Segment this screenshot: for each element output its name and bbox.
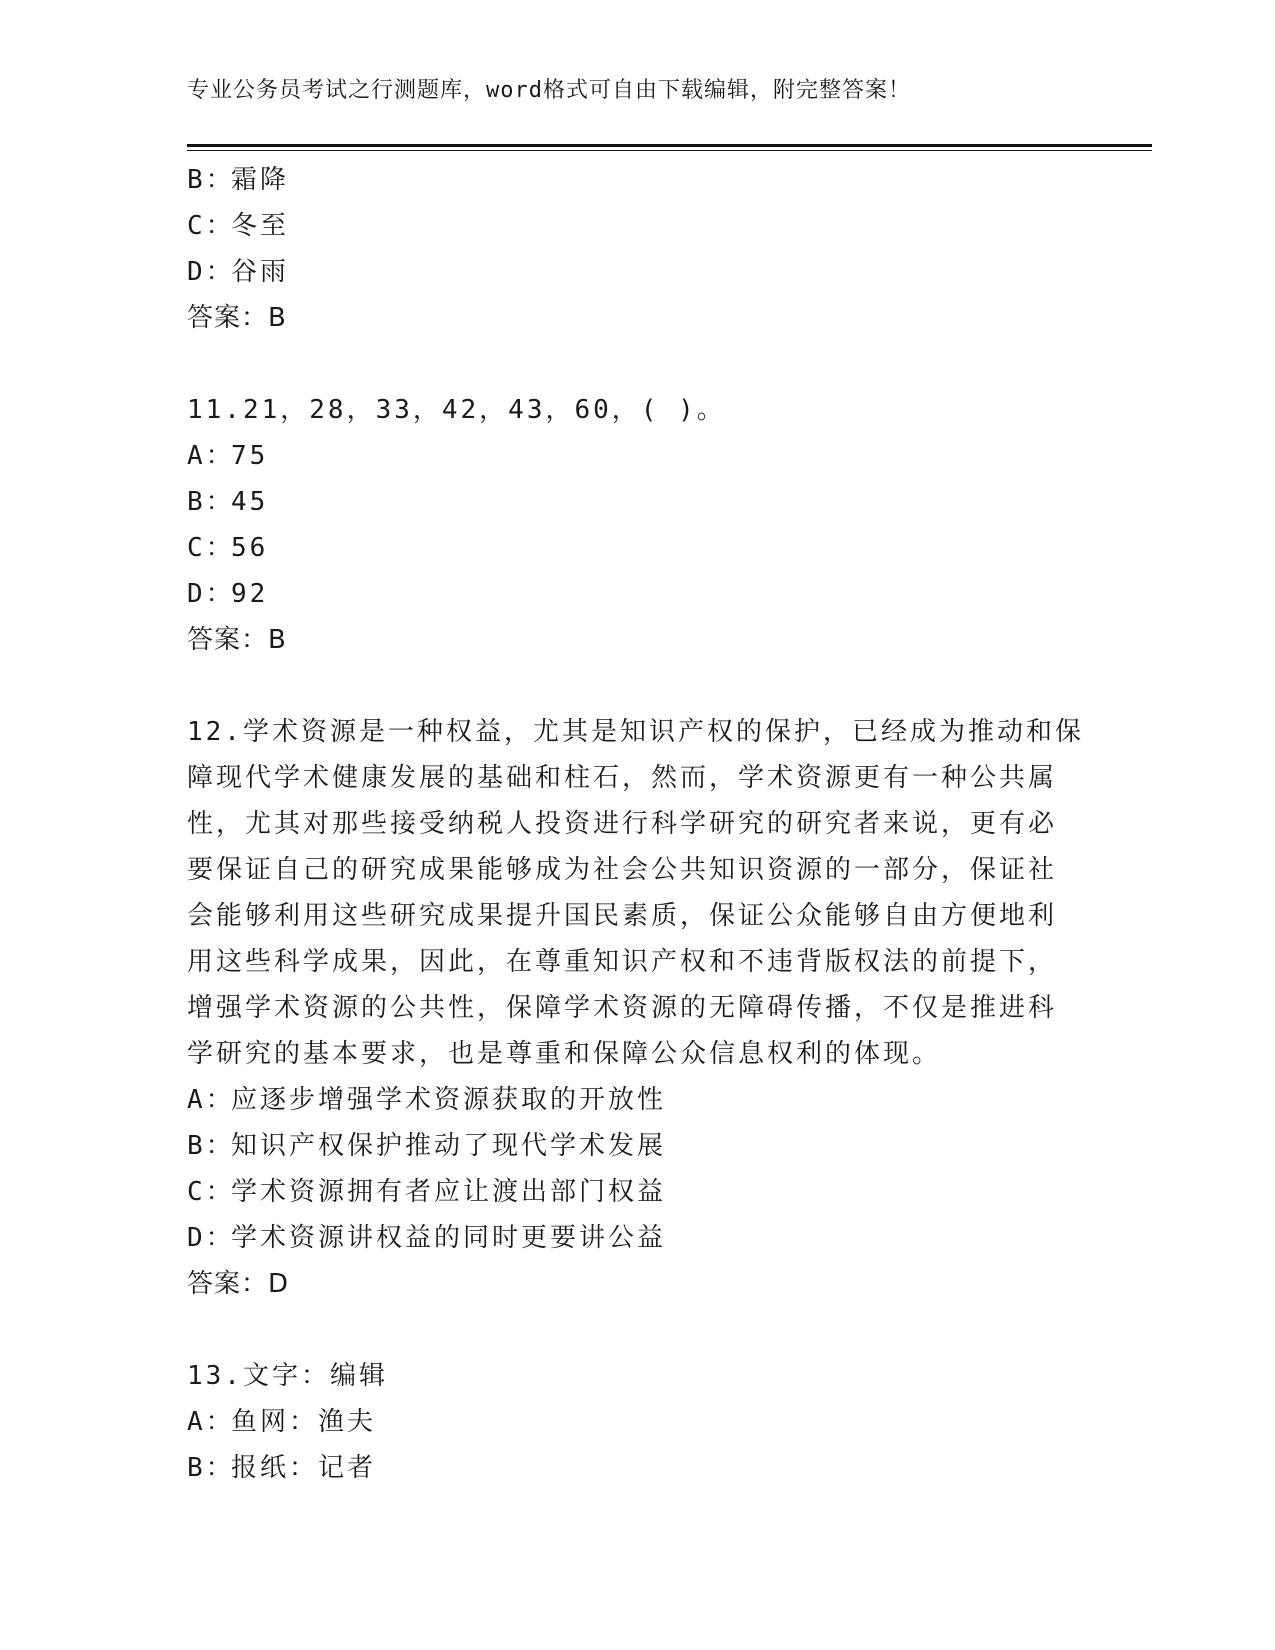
option-key: B： <box>187 1131 235 1161</box>
option-text: 谷雨 <box>231 257 290 287</box>
spacer <box>187 341 1087 387</box>
option-text: 56 <box>231 533 269 563</box>
option-text: 学术资源拥有者应让渡出部门权益 <box>231 1177 667 1207</box>
question-stem-line: 12.学术资源是一种权益，尤其是知识产权的保护，已经成为推动和保 <box>187 717 1084 747</box>
option-c <box>187 203 1087 249</box>
question-13 <box>187 1353 1087 1491</box>
spacer <box>187 663 1087 709</box>
option-a <box>187 1077 1087 1123</box>
option-text: 报纸：记者 <box>231 1453 377 1483</box>
option-c <box>187 525 1087 571</box>
question-stem-line: 要保证自己的研究成果能够成为社会公共知识资源的一部分，保证社 <box>187 855 1058 885</box>
page-header: 专业公务员考试之行测题库，word格式可自由下载编辑，附完整答案！ <box>187 78 911 103</box>
question-stem: 11.21，28，33，42，43，60，( )。 <box>187 395 726 425</box>
option-text: 冬至 <box>231 211 290 241</box>
option-b <box>187 479 1087 525</box>
option-text: 鱼网：渔夫 <box>231 1407 377 1437</box>
option-d <box>187 1215 1087 1261</box>
option-key: C： <box>187 533 235 563</box>
option-text: 45 <box>231 487 269 517</box>
option-key: D： <box>187 579 235 609</box>
option-text: 霜降 <box>231 165 290 195</box>
option-key: A： <box>187 1085 235 1115</box>
option-key: A： <box>187 441 235 471</box>
question-10 <box>187 157 1087 341</box>
option-d <box>187 249 1087 295</box>
question-stem: 13.文字：编辑 <box>187 1361 388 1391</box>
header-divider <box>187 144 1152 147</box>
spacer <box>187 1307 1087 1353</box>
question-stem-line: 增强学术资源的公共性，保障学术资源的无障碍传播，不仅是推进科 <box>187 993 1058 1023</box>
option-key: B： <box>187 1453 235 1483</box>
option-b <box>187 157 1087 203</box>
question-11 <box>187 387 1087 663</box>
option-d <box>187 571 1087 617</box>
option-c <box>187 1169 1087 1215</box>
question-stem-line: 障现代学术健康发展的基础和柱石，然而，学术资源更有一种公共属 <box>187 763 1058 793</box>
question-list <box>187 157 1087 1491</box>
option-text: 学术资源讲权益的同时更要讲公益 <box>231 1223 667 1253</box>
option-text: 知识产权保护推动了现代学术发展 <box>231 1131 667 1161</box>
option-a <box>187 433 1087 479</box>
option-key: B： <box>187 165 235 195</box>
option-b <box>187 1445 1087 1491</box>
question-stem-line: 会能够利用这些研究成果提升国民素质，保证公众能够自由方便地利 <box>187 901 1058 931</box>
answer-line: 答案：B <box>187 625 287 655</box>
option-key: C： <box>187 1177 235 1207</box>
question-stem-line: 学研究的基本要求，也是尊重和保障公众信息权利的体现。 <box>187 1039 942 1069</box>
question-stem-line: 用这些科学成果，因此，在尊重知识产权和不违背版权法的前提下， <box>187 947 1058 977</box>
question-stem-line: 性，尤其对那些接受纳税人投资进行科学研究的研究者来说，更有必 <box>187 809 1058 839</box>
option-key: C： <box>187 211 235 241</box>
answer-line: 答案：D <box>187 1269 290 1299</box>
option-key: A： <box>187 1407 235 1437</box>
option-text: 应逐步增强学术资源获取的开放性 <box>231 1085 667 1115</box>
option-text: 75 <box>231 441 269 471</box>
question-12 <box>187 709 1087 1307</box>
option-b <box>187 1123 1087 1169</box>
option-a <box>187 1399 1087 1445</box>
option-key: D： <box>187 257 235 287</box>
header-divider-thin <box>187 150 1152 151</box>
option-key: B： <box>187 487 235 517</box>
option-text: 92 <box>231 579 269 609</box>
option-key: D： <box>187 1223 235 1253</box>
answer-line: 答案：B <box>187 303 287 333</box>
